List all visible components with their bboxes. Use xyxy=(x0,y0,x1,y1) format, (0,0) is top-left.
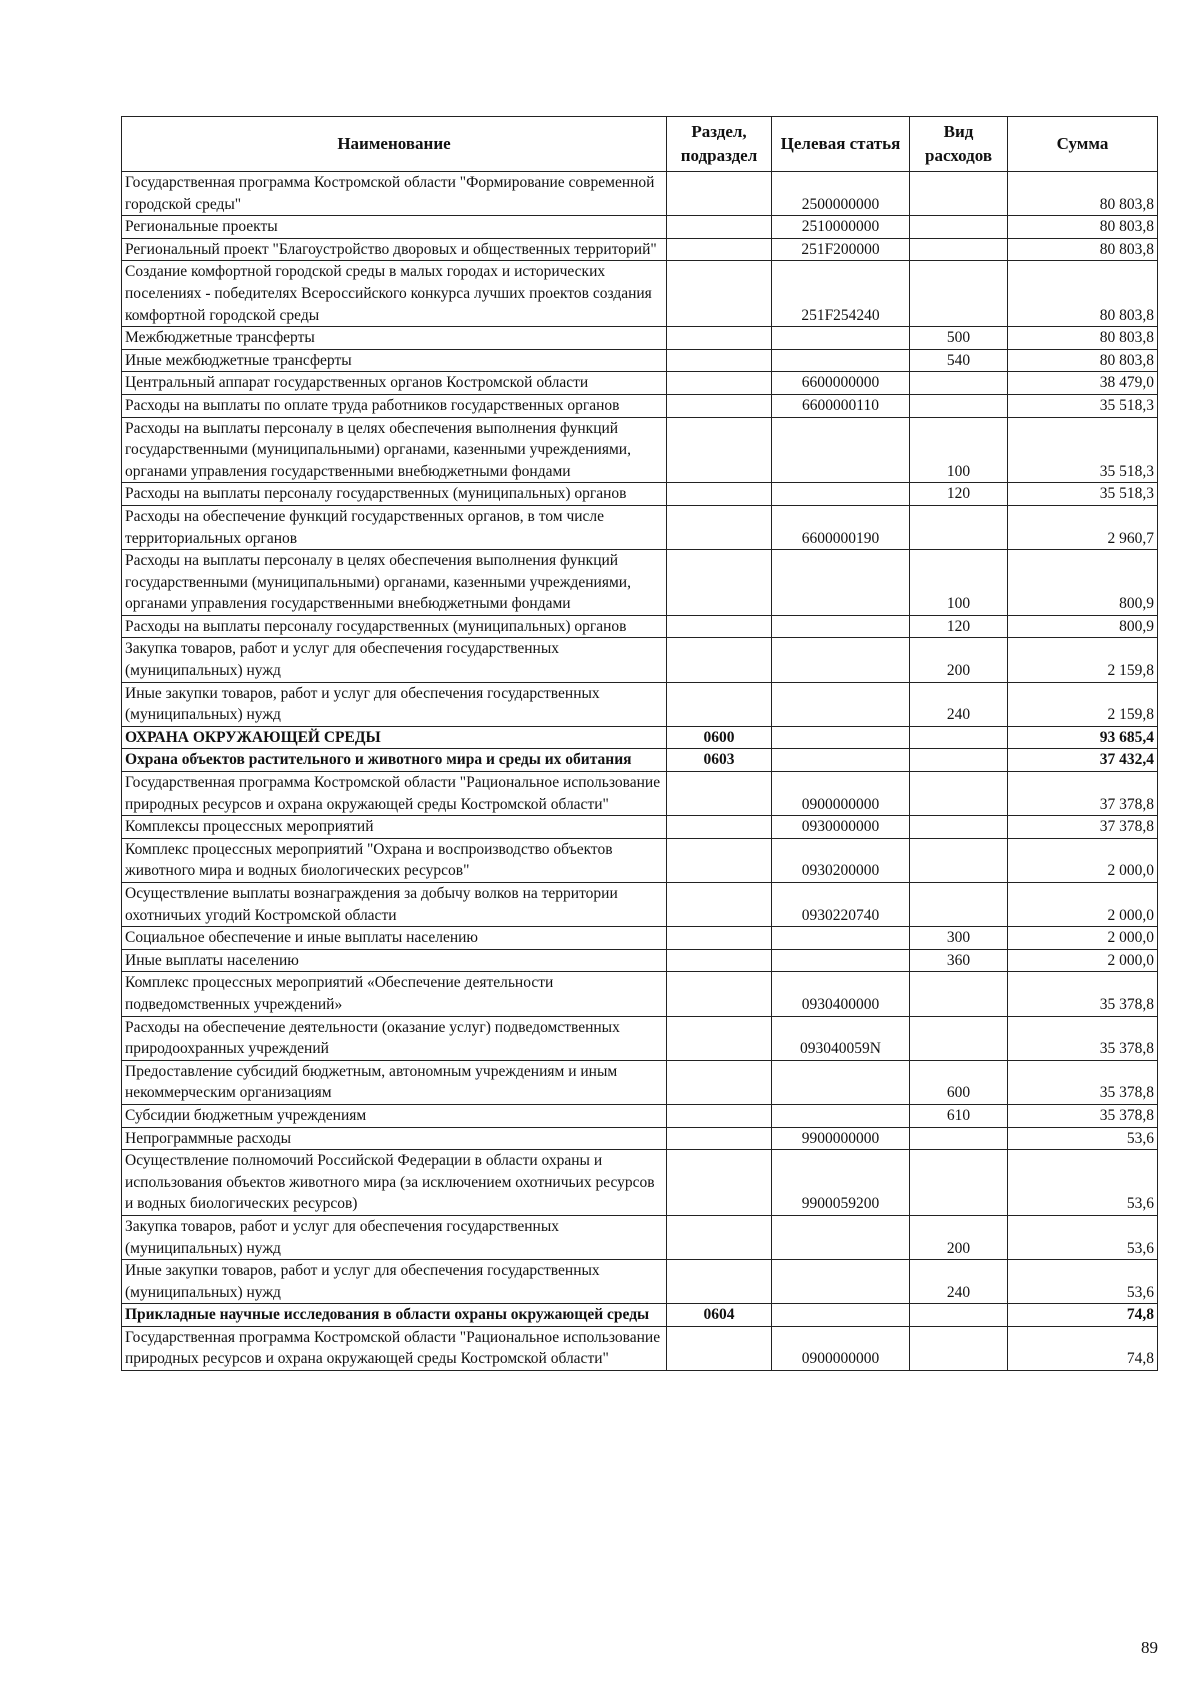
cell-name: Иные закупки товаров, работ и услуг для обеспечения государственных (муниципальных) нужд xyxy=(122,682,667,726)
cell-amount: 2 000,0 xyxy=(1008,927,1158,950)
cell-amount: 2 960,7 xyxy=(1008,505,1158,549)
cell-name: Расходы на выплаты по оплате труда работников государственных органов xyxy=(122,394,667,417)
cell-expense-type xyxy=(910,1016,1008,1060)
cell-expense-type xyxy=(910,883,1008,927)
cell-article: 251F200000 xyxy=(772,238,910,261)
cell-expense-type: 610 xyxy=(910,1104,1008,1127)
cell-article: 0930200000 xyxy=(772,838,910,882)
cell-section xyxy=(667,216,772,239)
cell-section xyxy=(667,638,772,682)
table-row xyxy=(122,1326,1158,1370)
cell-name: Государственная программа Костромской области "Рациональное использование природных ресурсов и охрана окружающей среды Костромской области" xyxy=(122,1326,667,1370)
cell-section xyxy=(667,550,772,616)
cell-amount: 2 000,0 xyxy=(1008,949,1158,972)
cell-section xyxy=(667,883,772,927)
cell-expense-type xyxy=(910,972,1008,1016)
cell-article xyxy=(772,615,910,638)
table-row xyxy=(122,238,1158,261)
cell-expense-type xyxy=(910,372,1008,395)
cell-article xyxy=(772,1260,910,1304)
cell-section xyxy=(667,927,772,950)
table-row xyxy=(122,949,1158,972)
cell-amount: 2 000,0 xyxy=(1008,838,1158,882)
cell-article: 251F254240 xyxy=(772,261,910,327)
cell-amount: 80 803,8 xyxy=(1008,327,1158,350)
table-row xyxy=(122,483,1158,506)
cell-article xyxy=(772,1104,910,1127)
cell-article xyxy=(772,682,910,726)
cell-article xyxy=(772,1304,910,1327)
table-row xyxy=(122,550,1158,616)
cell-name: ОХРАНА ОКРУЖАЮЩЕЙ СРЕДЫ xyxy=(122,726,667,749)
cell-name: Расходы на выплаты персоналу государственных (муниципальных) органов xyxy=(122,483,667,506)
cell-name: Региональные проекты xyxy=(122,216,667,239)
cell-amount: 35 518,3 xyxy=(1008,483,1158,506)
table-row xyxy=(122,682,1158,726)
cell-section xyxy=(667,1060,772,1104)
cell-expense-type xyxy=(910,172,1008,216)
cell-expense-type xyxy=(910,394,1008,417)
table-header-row xyxy=(122,117,1158,172)
cell-expense-type xyxy=(910,726,1008,749)
header-expense-type: Вид расходов xyxy=(910,117,1008,172)
table-row xyxy=(122,1127,1158,1150)
cell-amount: 53,6 xyxy=(1008,1127,1158,1150)
cell-article xyxy=(772,327,910,350)
page-number: 89 xyxy=(1141,1638,1158,1657)
cell-name: Прикладные научные исследования в области охраны окружающей среды xyxy=(122,1304,667,1327)
cell-section xyxy=(667,327,772,350)
cell-article: 6600000110 xyxy=(772,394,910,417)
cell-expense-type xyxy=(910,1150,1008,1216)
header-name: Наименование xyxy=(122,117,667,172)
cell-article: 9900000000 xyxy=(772,1127,910,1150)
table-row xyxy=(122,417,1158,483)
cell-amount: 2 159,8 xyxy=(1008,682,1158,726)
table-row xyxy=(122,927,1158,950)
cell-section xyxy=(667,972,772,1016)
cell-article: 0900000000 xyxy=(772,772,910,816)
cell-expense-type: 120 xyxy=(910,483,1008,506)
cell-name: Иные межбюджетные трансферты xyxy=(122,349,667,372)
cell-expense-type xyxy=(910,261,1008,327)
cell-name: Расходы на выплаты персоналу государственных (муниципальных) органов xyxy=(122,615,667,638)
cell-amount: 800,9 xyxy=(1008,550,1158,616)
cell-expense-type xyxy=(910,505,1008,549)
cell-section xyxy=(667,261,772,327)
budget-table xyxy=(121,116,1158,1371)
cell-expense-type: 100 xyxy=(910,417,1008,483)
table-row xyxy=(122,1304,1158,1327)
cell-name: Комплексы процессных мероприятий xyxy=(122,816,667,839)
cell-name: Государственная программа Костромской области "Рациональное использование природных ресурсов и охрана окружающей среды Костромской области" xyxy=(122,772,667,816)
table-row xyxy=(122,349,1158,372)
cell-name: Расходы на обеспечение деятельности (оказание услуг) подведомственных природоохранных учреждений xyxy=(122,1016,667,1060)
cell-name: Непрограммные расходы xyxy=(122,1127,667,1150)
cell-name: Государственная программа Костромской области "Формирование современной городской среды" xyxy=(122,172,667,216)
cell-article xyxy=(772,749,910,772)
cell-name: Иные закупки товаров, работ и услуг для обеспечения государственных (муниципальных) нужд xyxy=(122,1260,667,1304)
table-row xyxy=(122,1060,1158,1104)
cell-name: Межбюджетные трансферты xyxy=(122,327,667,350)
cell-section xyxy=(667,838,772,882)
cell-amount: 37 378,8 xyxy=(1008,816,1158,839)
cell-article xyxy=(772,927,910,950)
table-row xyxy=(122,816,1158,839)
cell-article xyxy=(772,949,910,972)
cell-amount: 74,8 xyxy=(1008,1326,1158,1370)
cell-expense-type: 120 xyxy=(910,615,1008,638)
cell-expense-type: 100 xyxy=(910,550,1008,616)
cell-section: 0603 xyxy=(667,749,772,772)
cell-amount: 35 518,3 xyxy=(1008,394,1158,417)
cell-name: Субсидии бюджетным учреждениям xyxy=(122,1104,667,1127)
cell-section xyxy=(667,349,772,372)
table-row xyxy=(122,1104,1158,1127)
header-section: Раздел, подраздел xyxy=(667,117,772,172)
table-body xyxy=(122,172,1158,1371)
table-row xyxy=(122,505,1158,549)
cell-article xyxy=(772,550,910,616)
cell-expense-type: 200 xyxy=(910,638,1008,682)
cell-amount: 93 685,4 xyxy=(1008,726,1158,749)
cell-name: Создание комфортной городской среды в малых городах и исторических поселениях - победителях Всероссийского конкурса лучших проектов создания комфортной городской среды xyxy=(122,261,667,327)
cell-amount: 2 000,0 xyxy=(1008,883,1158,927)
cell-expense-type xyxy=(910,1127,1008,1150)
cell-amount: 80 803,8 xyxy=(1008,172,1158,216)
cell-name: Расходы на выплаты персоналу в целях обеспечения выполнения функций государственными (муниципальными) органами, казенными учреждениями, органами управления государственными внебюджетными фондами xyxy=(122,417,667,483)
cell-name: Закупка товаров, работ и услуг для обеспечения государственных (муниципальных) нужд xyxy=(122,1215,667,1259)
header-amount: Сумма xyxy=(1008,117,1158,172)
cell-section xyxy=(667,238,772,261)
cell-expense-type: 240 xyxy=(910,682,1008,726)
cell-section xyxy=(667,1260,772,1304)
cell-name: Иные выплаты населению xyxy=(122,949,667,972)
cell-article: 6600000190 xyxy=(772,505,910,549)
cell-article xyxy=(772,417,910,483)
cell-amount: 35 378,8 xyxy=(1008,972,1158,1016)
cell-section xyxy=(667,394,772,417)
cell-expense-type: 300 xyxy=(910,927,1008,950)
cell-article xyxy=(772,726,910,749)
cell-name: Комплекс процессных мероприятий «Обеспечение деятельности подведомственных учреждений» xyxy=(122,972,667,1016)
cell-section xyxy=(667,1127,772,1150)
cell-expense-type xyxy=(910,749,1008,772)
cell-article: 0930400000 xyxy=(772,972,910,1016)
cell-name: Осуществление выплаты вознаграждения за добычу волков на территории охотничьих угодий Костромской области xyxy=(122,883,667,927)
cell-name: Предоставление субсидий бюджетным, автономным учреждениям и иным некоммерческим организациям xyxy=(122,1060,667,1104)
table-row xyxy=(122,972,1158,1016)
cell-amount: 53,6 xyxy=(1008,1215,1158,1259)
cell-article xyxy=(772,483,910,506)
table-row xyxy=(122,216,1158,239)
cell-name: Расходы на выплаты персоналу в целях обеспечения выполнения функций государственными (муниципальными) органами, казенными учреждениями, органами управления государственными внебюджетными фондами xyxy=(122,550,667,616)
cell-amount: 35 378,8 xyxy=(1008,1104,1158,1127)
cell-article: 6600000000 xyxy=(772,372,910,395)
cell-article xyxy=(772,1060,910,1104)
cell-section xyxy=(667,172,772,216)
cell-article xyxy=(772,349,910,372)
cell-expense-type xyxy=(910,1326,1008,1370)
cell-article: 0930000000 xyxy=(772,816,910,839)
table-row xyxy=(122,838,1158,882)
cell-amount: 37 432,4 xyxy=(1008,749,1158,772)
cell-section: 0600 xyxy=(667,726,772,749)
cell-amount: 80 803,8 xyxy=(1008,349,1158,372)
cell-section xyxy=(667,1016,772,1060)
cell-expense-type xyxy=(910,816,1008,839)
cell-amount: 38 479,0 xyxy=(1008,372,1158,395)
table-row xyxy=(122,638,1158,682)
cell-name: Расходы на обеспечение функций государственных органов, в том числе территориальных органов xyxy=(122,505,667,549)
table-row xyxy=(122,1016,1158,1060)
cell-name: Социальное обеспечение и иные выплаты населению xyxy=(122,927,667,950)
cell-expense-type: 600 xyxy=(910,1060,1008,1104)
table-row xyxy=(122,749,1158,772)
cell-amount: 80 803,8 xyxy=(1008,216,1158,239)
cell-name: Центральный аппарат государственных органов Костромской области xyxy=(122,372,667,395)
cell-amount: 800,9 xyxy=(1008,615,1158,638)
cell-section xyxy=(667,949,772,972)
cell-article: 0930220740 xyxy=(772,883,910,927)
cell-article xyxy=(772,1215,910,1259)
cell-section xyxy=(667,417,772,483)
table-row xyxy=(122,172,1158,216)
cell-section xyxy=(667,372,772,395)
table-row xyxy=(122,772,1158,816)
cell-expense-type: 500 xyxy=(910,327,1008,350)
cell-section xyxy=(667,505,772,549)
cell-section xyxy=(667,615,772,638)
cell-section: 0604 xyxy=(667,1304,772,1327)
cell-amount: 53,6 xyxy=(1008,1150,1158,1216)
cell-amount: 80 803,8 xyxy=(1008,238,1158,261)
cell-section xyxy=(667,1326,772,1370)
cell-name: Охрана объектов растительного и животного мира и среды их обитания xyxy=(122,749,667,772)
cell-expense-type: 360 xyxy=(910,949,1008,972)
cell-expense-type xyxy=(910,216,1008,239)
table-row xyxy=(122,726,1158,749)
cell-name: Осуществление полномочий Российской Федерации в области охраны и использования объектов животного мира (за исключением охотничьих ресурсов и водных биологических ресурсов) xyxy=(122,1150,667,1216)
table-row xyxy=(122,1260,1158,1304)
cell-amount: 35 518,3 xyxy=(1008,417,1158,483)
cell-amount: 74,8 xyxy=(1008,1304,1158,1327)
cell-section xyxy=(667,1104,772,1127)
cell-amount: 80 803,8 xyxy=(1008,261,1158,327)
cell-expense-type: 200 xyxy=(910,1215,1008,1259)
table-row xyxy=(122,883,1158,927)
cell-expense-type: 540 xyxy=(910,349,1008,372)
cell-article: 0900000000 xyxy=(772,1326,910,1370)
cell-article xyxy=(772,638,910,682)
cell-expense-type xyxy=(910,772,1008,816)
table-row xyxy=(122,1150,1158,1216)
cell-amount: 35 378,8 xyxy=(1008,1060,1158,1104)
cell-amount: 2 159,8 xyxy=(1008,638,1158,682)
cell-expense-type: 240 xyxy=(910,1260,1008,1304)
cell-article: 9900059200 xyxy=(772,1150,910,1216)
cell-expense-type xyxy=(910,1304,1008,1327)
cell-expense-type xyxy=(910,238,1008,261)
cell-amount: 37 378,8 xyxy=(1008,772,1158,816)
table-row xyxy=(122,372,1158,395)
cell-name: Комплекс процессных мероприятий "Охрана и воспроизводство объектов животного мира и водных биологических ресурсов" xyxy=(122,838,667,882)
cell-article: 2510000000 xyxy=(772,216,910,239)
cell-name: Региональный проект "Благоустройство дворовых и общественных территорий" xyxy=(122,238,667,261)
cell-amount: 35 378,8 xyxy=(1008,1016,1158,1060)
header-article: Целевая статья xyxy=(772,117,910,172)
table-row xyxy=(122,327,1158,350)
cell-section xyxy=(667,682,772,726)
cell-section xyxy=(667,1215,772,1259)
cell-section xyxy=(667,772,772,816)
cell-expense-type xyxy=(910,838,1008,882)
table-row xyxy=(122,261,1158,327)
cell-name: Закупка товаров, работ и услуг для обеспечения государственных (муниципальных) нужд xyxy=(122,638,667,682)
cell-amount: 53,6 xyxy=(1008,1260,1158,1304)
cell-section xyxy=(667,483,772,506)
cell-article: 2500000000 xyxy=(772,172,910,216)
cell-section xyxy=(667,816,772,839)
cell-section xyxy=(667,1150,772,1216)
table-row xyxy=(122,394,1158,417)
table-row xyxy=(122,1215,1158,1259)
table-row xyxy=(122,615,1158,638)
cell-article: 093040059N xyxy=(772,1016,910,1060)
